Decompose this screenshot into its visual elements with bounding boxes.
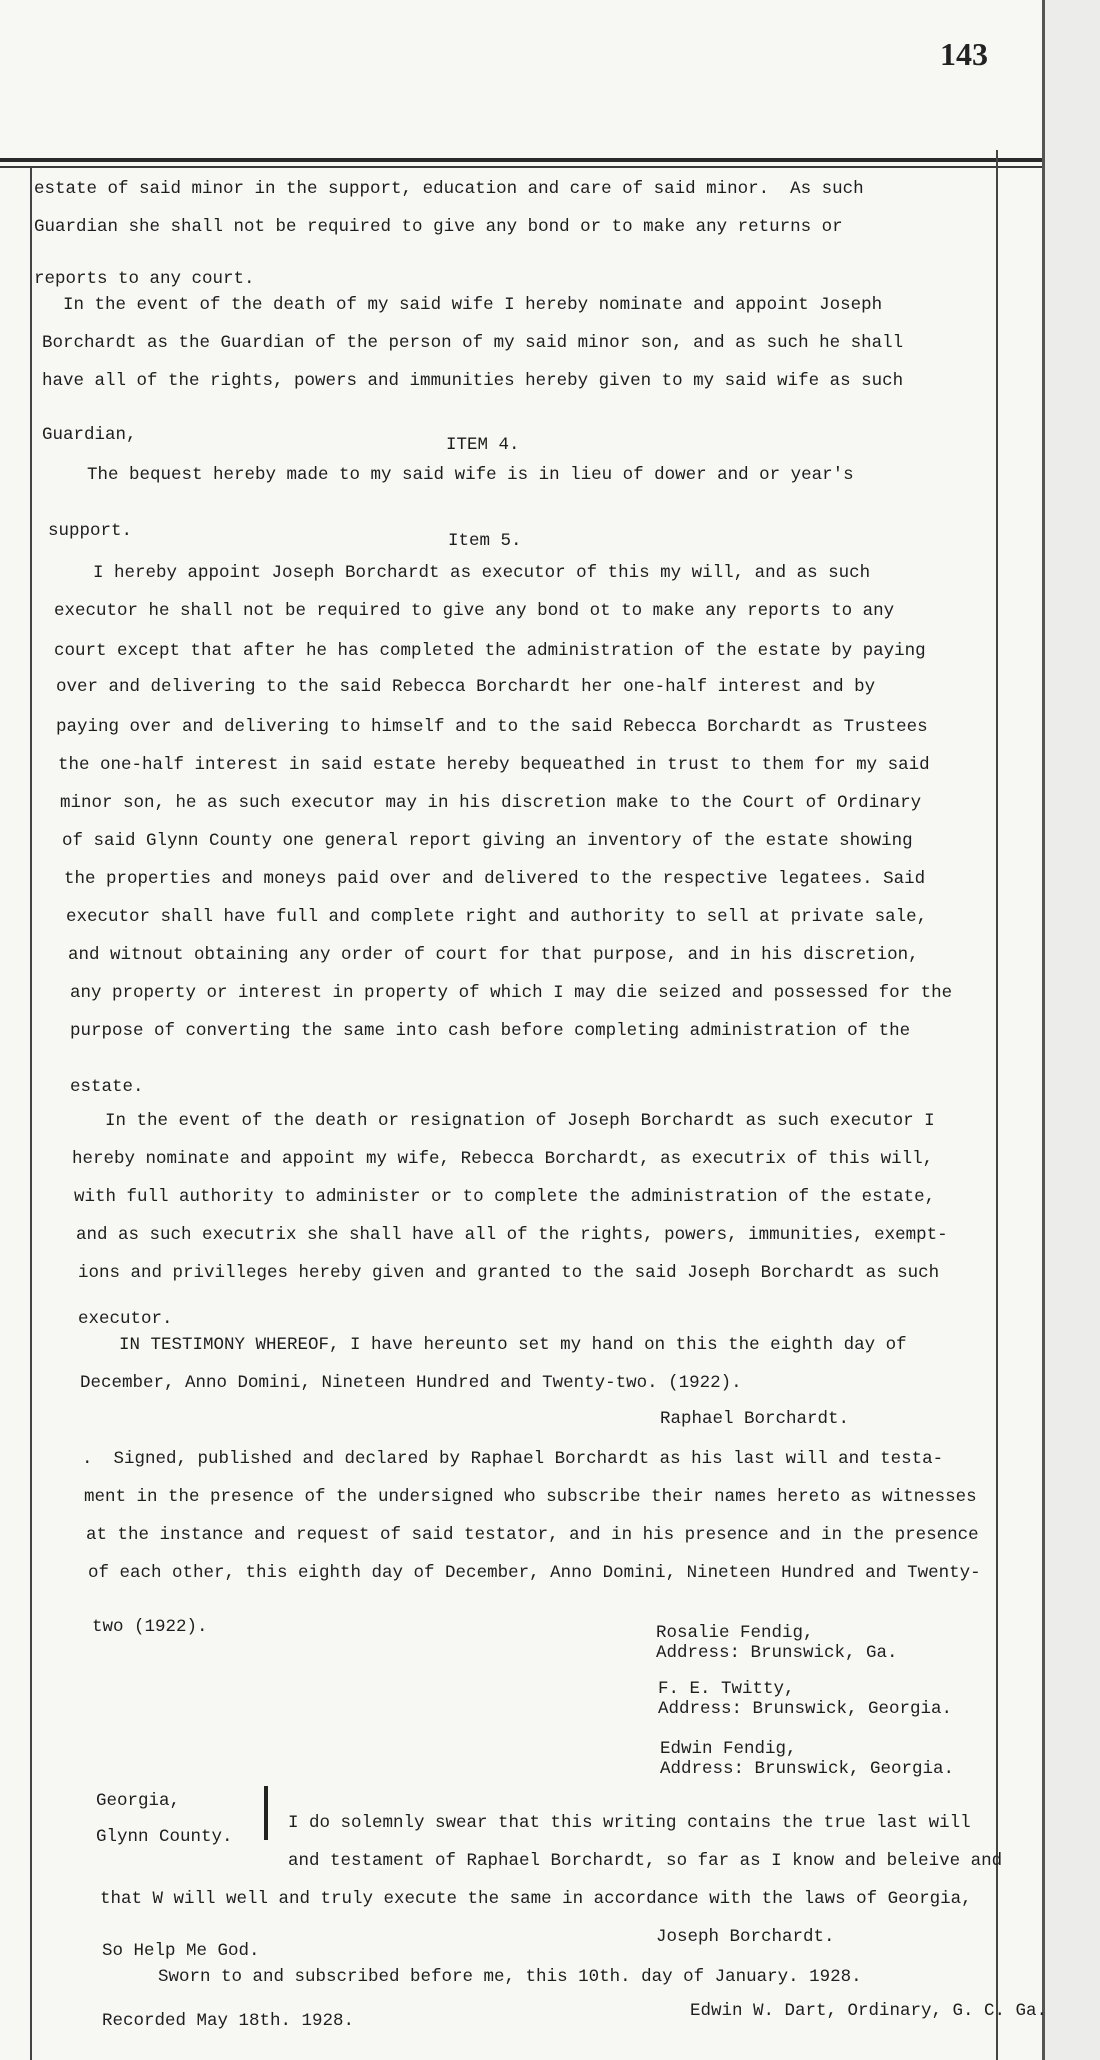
text-line: and testament of Raphael Borchardt, so far as I know and beleive and [288,1851,1003,1871]
text-line: court except that after he has completed the administration of the estate by paying [54,641,926,661]
text-line: The bequest hereby made to my said wife is in lieu of dower and or year's [66,465,854,485]
ordinary-signature: Edwin W. Dart, Ordinary, G. C. Ga. [690,2001,1048,2021]
text-line: the one-half interest in said estate hereby bequeathed in trust to them for my said [58,755,930,775]
text-line: estate. [70,1077,144,1097]
oath-bracket-bar [264,1786,268,1840]
text-line: two (1922). [92,1617,208,1637]
item-5-heading: Item 5. [448,531,522,551]
text-line: I do solemnly swear that this writing contains the true last will [288,1813,971,1833]
text-line: with full authority to administer or to complete the administration of the estate, [74,1187,936,1207]
text-line: minor son, he as such executor may in his discretion make to the Court of Ordinary [60,793,922,813]
text-line: of each other, this eighth day of December, Anno Domini, Nineteen Hundred and Twenty- [88,1563,981,1583]
witness-name: Edwin Fendig, [660,1739,797,1759]
text-line: of said Glynn County one general report giving an inventory of the estate showing [62,831,913,851]
text-line: that W will well and truly execute the same in accordance with the laws of Georgia, [100,1889,972,1909]
text-line: any property or interest in property of which I may die seized and possessed for the [70,983,953,1003]
text-line: the properties and moneys paid over and delivered to the respective legatees. Said [64,869,926,889]
text-line: So Help Me God. [102,1941,260,1961]
text-line: paying over and delivering to himself and to the said Rebecca Borchardt as Trustees [56,717,928,737]
witness-address: Address: Brunswick, Ga. [656,1643,898,1663]
witness-name: F. E. Twitty, [658,1679,795,1699]
text-line: executor he shall not be required to give any bond ot to make any reports to any [54,601,895,621]
header-rule-secondary [0,166,1045,168]
venue-county: Glynn County. [96,1827,233,1847]
page-number: 143 [940,36,988,72]
witness-address: Address: Brunswick, Georgia. [658,1699,953,1719]
witness-address: Address: Brunswick, Georgia. [660,1759,955,1779]
text-line: December, Anno Domini, Nineteen Hundred and Twenty-two. (1922). [80,1373,742,1393]
text-line: Borchardt as the Guardian of the person of my said minor son, and as such he shall [42,333,904,353]
text-line: reports to any court. [34,269,255,289]
recorded-date: Recorded May 18th. 1928. [102,2011,355,2031]
text-line: In the event of the death of my said wife I hereby nominate and appoint Joseph [42,295,883,315]
text-line: and witnout obtaining any order of court for that purpose, and in his discretion, [68,945,919,965]
header-rule [0,158,1045,162]
text-line: I hereby appoint Joseph Borchardt as executor of this my will, and as such [72,563,871,583]
text-line: support. [48,521,133,541]
witness-name: Rosalie Fendig, [656,1623,814,1643]
text-line: executor shall have full and complete right and authority to sell at private sale, [66,907,928,927]
page-edge-shade [1045,0,1100,2060]
text-line: Guardian she shall not be required to give any bond or to make any returns or [34,217,843,237]
text-line: hereby nominate and appoint my wife, Rebecca Borchardt, as executrix of this will, [72,1149,934,1169]
text-line: estate of said minor in the support, education and care of said minor. As such [34,179,864,199]
page-outer-border [1042,0,1045,2060]
text-line: purpose of converting the same into cash before completing administration of the [70,1021,911,1041]
text-line: IN TESTIMONY WHEREOF, I have hereunto set my hand on this the eighth day of [98,1335,907,1355]
text-line: . Signed, published and declared by Raphael Borchardt as his last will and testa- [82,1449,944,1469]
text-line: ment in the presence of the undersigned who subscribe their names hereto as witnesses [84,1487,977,1507]
text-line: and as such executrix she shall have all of the rights, powers, immunities, exempt- [76,1225,948,1245]
text-line: have all of the rights, powers and immunities hereby given to my said wife as such [42,371,904,391]
executor-signature: Joseph Borchardt. [656,1927,835,1947]
item-4-heading: ITEM 4. [446,435,520,455]
text-line: executor. [78,1309,173,1329]
text-line: ions and privilleges hereby given and granted to the said Joseph Borchardt as such [78,1263,940,1283]
testator-signature: Raphael Borchardt. [660,1409,850,1429]
venue-state: Georgia, [96,1791,181,1811]
text-line: Sworn to and subscribed before me, this 10th. day of January. 1928. [158,1967,862,1987]
right-margin-border [996,150,998,2060]
text-line: over and delivering to the said Rebecca Borchardt her one-half interest and by [56,677,876,697]
text-line: at the instance and request of said testator, and in his presence and in the presence [86,1525,979,1545]
text-line: In the event of the death or resignation of Joseph Borchardt as such executor I [84,1111,935,1131]
text-line: Guardian, [42,425,137,445]
left-margin-border [30,168,32,2060]
